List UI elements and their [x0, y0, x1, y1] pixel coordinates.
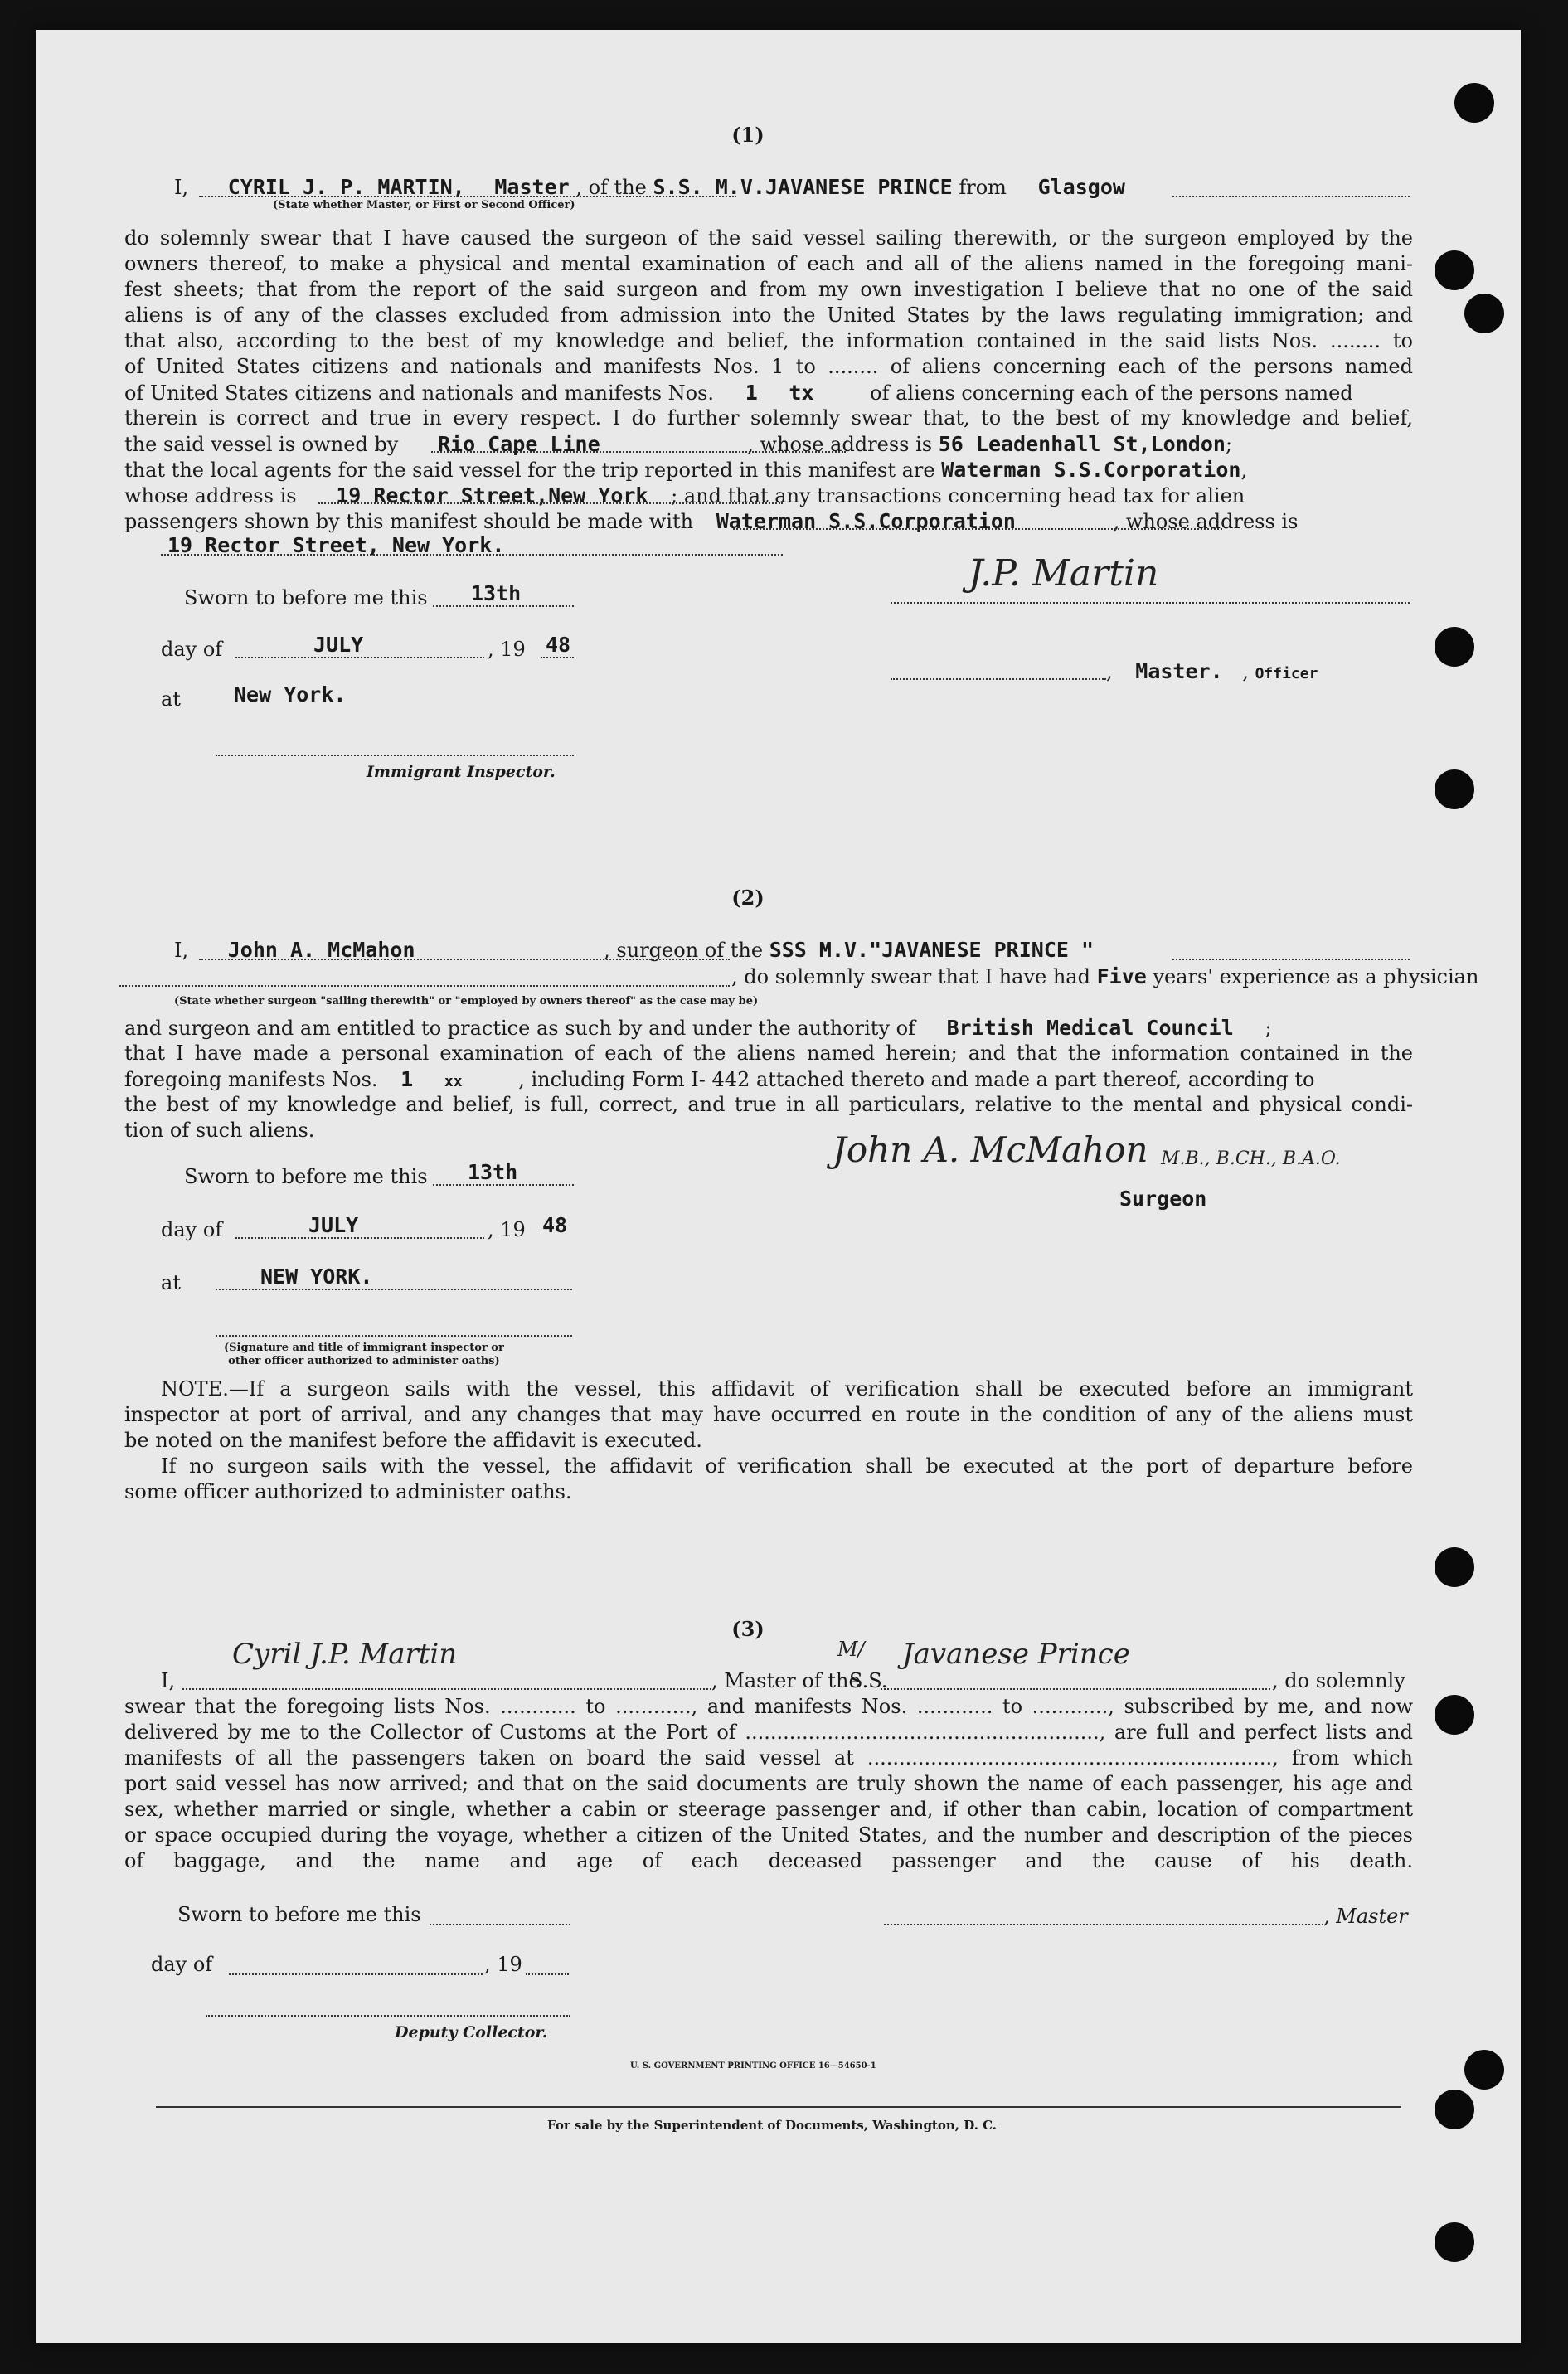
fill-line: [541, 657, 574, 658]
fill-line: [199, 959, 730, 960]
authority: British Medical Council: [946, 1016, 1234, 1040]
s1-para-line: fest sheets; that from the report of the said surgeon and from my own investigation I believe that no one of the said: [124, 278, 1413, 301]
inspector-caption: Immigrant Inspector.: [367, 763, 556, 781]
s3-para-line: sex, whether married or single, whether a cabin or steerage passenger and, if other than cabin, location of compartment: [124, 1798, 1413, 1821]
punch-hole: [1435, 2090, 1474, 2129]
s3-vessel-prefix: M/: [837, 1638, 865, 1661]
headtax-agent: Waterman S.S.Corporation: [716, 509, 1016, 533]
s2-vessel: SSS M.V."JAVANESE PRINCE ": [769, 938, 1095, 962]
text: xx: [444, 1073, 463, 1090]
text: ,: [1106, 660, 1113, 683]
owner-address: 56 Leadenhall St,London: [938, 432, 1226, 456]
s2-day-of: day of: [161, 1218, 223, 1241]
text: of United States citizens and nationals and manifests Nos.: [124, 381, 715, 405]
punch-hole: [1454, 83, 1494, 123]
punch-hole: [1464, 2050, 1504, 2090]
text: other officer authorized to administer oaths): [228, 1355, 500, 1367]
vessel-name: S.S. M.V.JAVANESE PRINCE: [653, 175, 953, 199]
s3-master-label: , Master: [1323, 1905, 1408, 1928]
footer-rule: [156, 2106, 1401, 2108]
punch-hole: [1435, 627, 1474, 667]
text: , do solemnly swear that I have had: [731, 965, 1090, 988]
s3-master-of: , Master of the: [711, 1669, 861, 1692]
s2-para-line: that I have made a personal examination of each of the aliens named herein; and that the information contained in the: [124, 1041, 1413, 1065]
s1-para-line: do solemnly swear that I have caused the surgeon of the said vessel sailing therewith, or the surgeon employed by the: [124, 226, 1413, 250]
at-label: at: [161, 687, 181, 711]
s3-sworn: Sworn to before me this: [177, 1903, 421, 1926]
strike-mark: tx: [789, 381, 814, 405]
text: (Signature and title of immigrant inspector or: [224, 1342, 504, 1354]
text: that the local agents for the said vessel for the trip reported in this manifest are: [124, 459, 935, 482]
note-line: NOTE.—If a surgeon sails with the vessel, this affidavit of verification shall be executed before an immigrant: [161, 1377, 1413, 1401]
place: New York.: [234, 682, 347, 706]
owner: Rio Cape Line: [437, 432, 600, 456]
sworn-label: Sworn to before me this: [184, 586, 428, 609]
fill-line: [1172, 959, 1410, 960]
day-of-label: day of: [161, 638, 223, 661]
s1-para-line: therein is correct and true in every respect. I do further solemnly swear that, to the best of my knowledge and belief,: [124, 406, 1413, 430]
s1-line-agents: [124, 457, 1247, 483]
s2-sworn: Sworn to before me this: [184, 1165, 428, 1188]
fill-line: [182, 1688, 711, 1690]
text: , surgeon of the: [604, 939, 764, 962]
punch-hole: [1435, 250, 1474, 290]
fill-line: [881, 1688, 1270, 1690]
fill-line: [235, 657, 484, 658]
agent: Waterman S.S.Corporation: [941, 458, 1241, 482]
fill-line: [199, 196, 736, 197]
month: JULY: [313, 633, 364, 657]
s3-ss: S.S.: [849, 1669, 888, 1692]
s3-master-handwritten: Cyril J.P. Martin: [232, 1638, 458, 1671]
s1-line-headtax: [124, 508, 1298, 535]
text: whose address is: [124, 484, 297, 507]
s2-line3: [124, 1015, 1272, 1041]
fill-line: [733, 528, 1222, 530]
section-1-heading: (1): [731, 123, 765, 147]
gpo-line: U. S. GOVERNMENT PRINTING OFFICE 16—54650-1: [630, 2061, 876, 2071]
s3-para-line: swear that the foregoing lists Nos. ............ to ............, and manifests Nos. ............ to ............, subscribed by me, and now: [124, 1695, 1413, 1718]
note-line: some officer authorized to administer oaths.: [124, 1480, 572, 1503]
s2-at: at: [161, 1271, 181, 1294]
s2-month: JULY: [308, 1213, 359, 1237]
fill-line: [526, 1973, 569, 1975]
section-2-heading: (2): [731, 886, 765, 910]
note-line: If no surgeon sails with the vessel, the affidavit of verification shall be executed at the port of departure before: [161, 1454, 1413, 1478]
master-title: Master: [494, 175, 570, 199]
s2-inspector-caption: [224, 1342, 504, 1368]
text: (State whether surgeon "sailing therewith" or "employed by owners thereof" as the case may be): [174, 995, 759, 1007]
year-suffix: 48: [546, 633, 571, 657]
fill-line: [433, 1184, 574, 1186]
s1-para-line: owners thereof, to make a physical and mental examination of each and all of the aliens named in the foregoing mani-: [124, 252, 1413, 275]
fill-line: [216, 1289, 572, 1290]
s1-line-agent-address: [124, 483, 1245, 509]
punch-hole: [1464, 294, 1504, 333]
fill-line: [1172, 196, 1410, 197]
text: , including Form I- 442 attached thereto and made a part thereof, according to: [518, 1068, 1315, 1091]
note-line: be noted on the manifest before the affidavit is executed.: [124, 1429, 702, 1452]
fill-line: [119, 985, 730, 987]
text: from: [959, 176, 1007, 199]
punch-hole: [1435, 2222, 1474, 2262]
fill-line: [235, 1237, 484, 1239]
s3-para-line: of baggage, and the name and age of each deceased passenger and the cause of his death.: [124, 1849, 1413, 1872]
fill-line: [318, 502, 783, 504]
s2-para-line: tion of such aliens.: [124, 1119, 315, 1142]
section-3-heading: (3): [731, 1617, 765, 1641]
surgeon-degrees: M.B., B.CH., B.A.O.: [1161, 1148, 1341, 1169]
master-name: CYRIL J. P. MARTIN,: [227, 175, 465, 199]
years: Five: [1096, 964, 1147, 988]
year-prefix: , 19: [488, 638, 526, 661]
surgeon-caption: Surgeon: [1119, 1187, 1207, 1211]
signature-line: [891, 602, 1410, 604]
s1-para-line: aliens is of any of the classes excluded from admission into the United States by the laws regulating immigration; and: [124, 303, 1413, 327]
text: , whose address is: [747, 433, 933, 456]
fill-line: [431, 451, 846, 453]
text: I,: [174, 176, 189, 199]
text: Officer: [1255, 665, 1318, 682]
s2-year-suffix: 48: [542, 1213, 568, 1237]
fill-line: [216, 1335, 572, 1337]
text: years' experience as a physician: [1153, 965, 1479, 988]
fill-line: [161, 554, 783, 556]
s3-year-prefix: , 19: [484, 1953, 522, 1976]
fill-line: [884, 1924, 1323, 1925]
s1-para-line: of United States citizens and nationals and manifests Nos. 1 to ........ of aliens concerning each of the persons named: [124, 355, 1413, 378]
punch-hole: [1435, 1547, 1474, 1587]
deputy-collector: Deputy Collector.: [395, 2023, 548, 2041]
s1-para-line: that also, according to the best of my knowledge and belief, the information contained in the said lists Nos. ........ to: [124, 329, 1413, 352]
s2-line2: [124, 964, 758, 1014]
text: I,: [174, 939, 189, 962]
s2-place: NEW YORK.: [260, 1265, 373, 1289]
text: ;: [1225, 433, 1233, 456]
text: foregoing manifests Nos.: [124, 1068, 378, 1091]
inspector-line: [216, 755, 574, 756]
text: passengers shown by this manifest should be made with: [124, 510, 694, 533]
fill-line: [206, 2015, 570, 2017]
s1-caption: (State whether Master, or First or Second Officer): [273, 199, 575, 211]
text: , of the: [575, 176, 647, 199]
s3-vessel-handwritten: Javanese Prince: [902, 1638, 1130, 1671]
note-line: inspector at port of arrival, and any changes that may have occurred en route in the condition of any of the aliens must: [124, 1403, 1413, 1426]
text: ;: [1265, 1017, 1272, 1040]
text: of aliens concerning each of the persons named: [870, 381, 1353, 405]
manifest-page: [36, 30, 1521, 2343]
s3-day-of: day of: [151, 1953, 213, 1976]
text: ,: [1240, 459, 1248, 482]
text: the said vessel is owned by: [124, 433, 399, 456]
s1-line-manifests: [124, 380, 1353, 406]
text: ; and that any transactions concerning head tax for alien: [671, 484, 1245, 507]
s2-year-prefix: , 19: [488, 1218, 526, 1241]
agent-address: 19 Rector Street,New York: [336, 483, 648, 507]
text: Master.: [1135, 659, 1223, 683]
fill-line: [433, 605, 574, 607]
fill-line: [229, 1973, 483, 1975]
manifest-number: 1: [745, 381, 758, 405]
surgeon-signature: John A. McMahon: [833, 1129, 1148, 1170]
s3-para-line: manifests of all the passengers taken on board the said vessel at ................................................................, from which: [124, 1746, 1413, 1770]
text: ,: [1242, 660, 1249, 683]
sworn-day: 13th: [471, 581, 522, 605]
s2-line2b: [731, 964, 1478, 990]
s3-solemnly: , do solemnly: [1272, 1669, 1405, 1692]
text: , whose address is: [1113, 510, 1299, 533]
s3-para-line: port said vessel has now arrived; and that on the said documents are truly shown the name of each passenger, his age and: [124, 1772, 1413, 1795]
s3-i: I,: [161, 1669, 176, 1692]
fill-line: [891, 678, 1106, 680]
port-from: Glasgow: [1037, 175, 1125, 199]
s3-para-line: delivered by me to the Collector of Customs at the Port of ........................................................, are full and perfect lists and: [124, 1721, 1413, 1744]
punch-hole: [1435, 769, 1474, 809]
s2-manifest-no: 1: [400, 1067, 414, 1091]
s2-para-line: the best of my knowledge and belief, is full, correct, and true in all particulars, relative to the mental and physical condi-: [124, 1093, 1413, 1116]
surgeon-name: John A. McMahon: [227, 938, 415, 962]
s1-line-owner: [124, 431, 1232, 458]
master-signature: J.P. Martin: [968, 552, 1159, 595]
sale-line: For sale by the Superintendent of Documents, Washington, D. C.: [547, 2118, 998, 2133]
text: and surgeon and am entitled to practice as such by and under the authority of: [124, 1017, 915, 1040]
fill-line: [430, 1924, 570, 1925]
master-caption: [1106, 658, 1318, 687]
s2-line5: [124, 1066, 1314, 1095]
punch-hole: [1435, 1695, 1474, 1735]
s3-para-line: or space occupied during the voyage, whether a citizen of the United States, and the number and description of the pieces: [124, 1823, 1413, 1847]
s2-sworn-day: 13th: [468, 1160, 518, 1184]
headtax-address: 19 Rector Street, New York.: [167, 533, 505, 557]
